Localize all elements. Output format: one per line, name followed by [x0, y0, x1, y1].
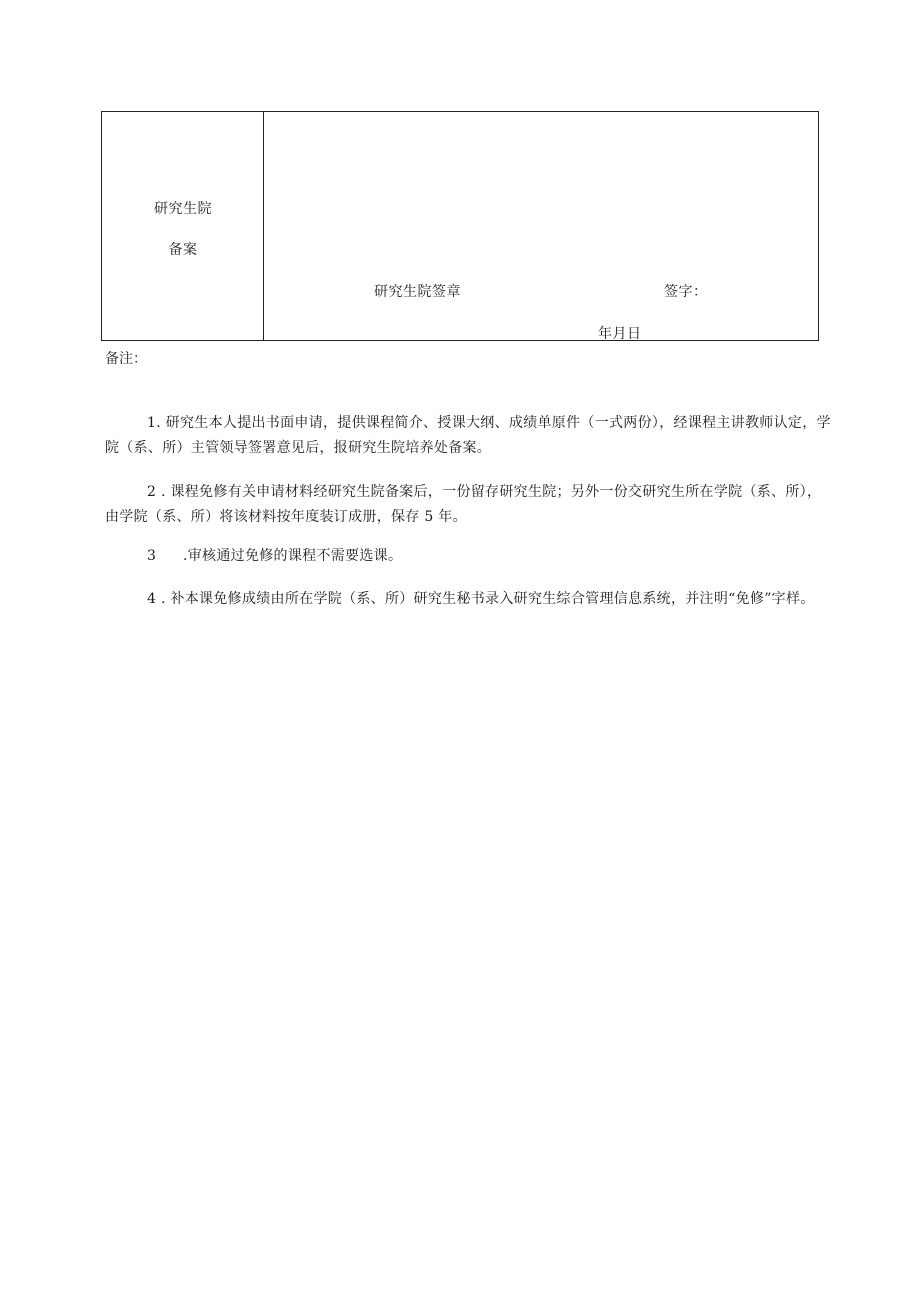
note-item-3-text: .审核通过免修的课程不需要选课。 [183, 548, 403, 564]
filing-table [101, 111, 819, 341]
label-graduate-school: 研究生院 [154, 201, 212, 217]
label-filing: 备案 [168, 242, 198, 258]
table-content-cell [264, 112, 818, 340]
date-label: 年月日 [598, 326, 642, 342]
note-item-3-number: 3 [147, 548, 157, 564]
note-item-3 [105, 544, 831, 569]
note-item-1: 1. 研究生本人提出书面申请，提供课程简介、授课大纲、成绩单原件（一式两份），经课程主讲教师认定，学院（系、所）主管领导签署意见后，报研究生院培养处备案。 [105, 415, 831, 456]
table-label-cell [102, 112, 264, 340]
stamp-label: 研究生院签章 [374, 284, 461, 300]
note-item-2: 2 . 课程免修有关申请材料经研究生院备案后，一份留存研究生院；另外一份交研究生所在学院（系、所），由学院（系、所）将该材料按年度装订成册，保存 5 年。 [105, 484, 822, 525]
notes-title: 备注： [105, 351, 147, 367]
note-item-4: 4 . 补本课免修成绩由所在学院（系、所）研究生秘书录入研究生综合管理信息系统，并注明“免修”字样。 [147, 591, 815, 607]
signature-label: 签字： [664, 284, 708, 300]
